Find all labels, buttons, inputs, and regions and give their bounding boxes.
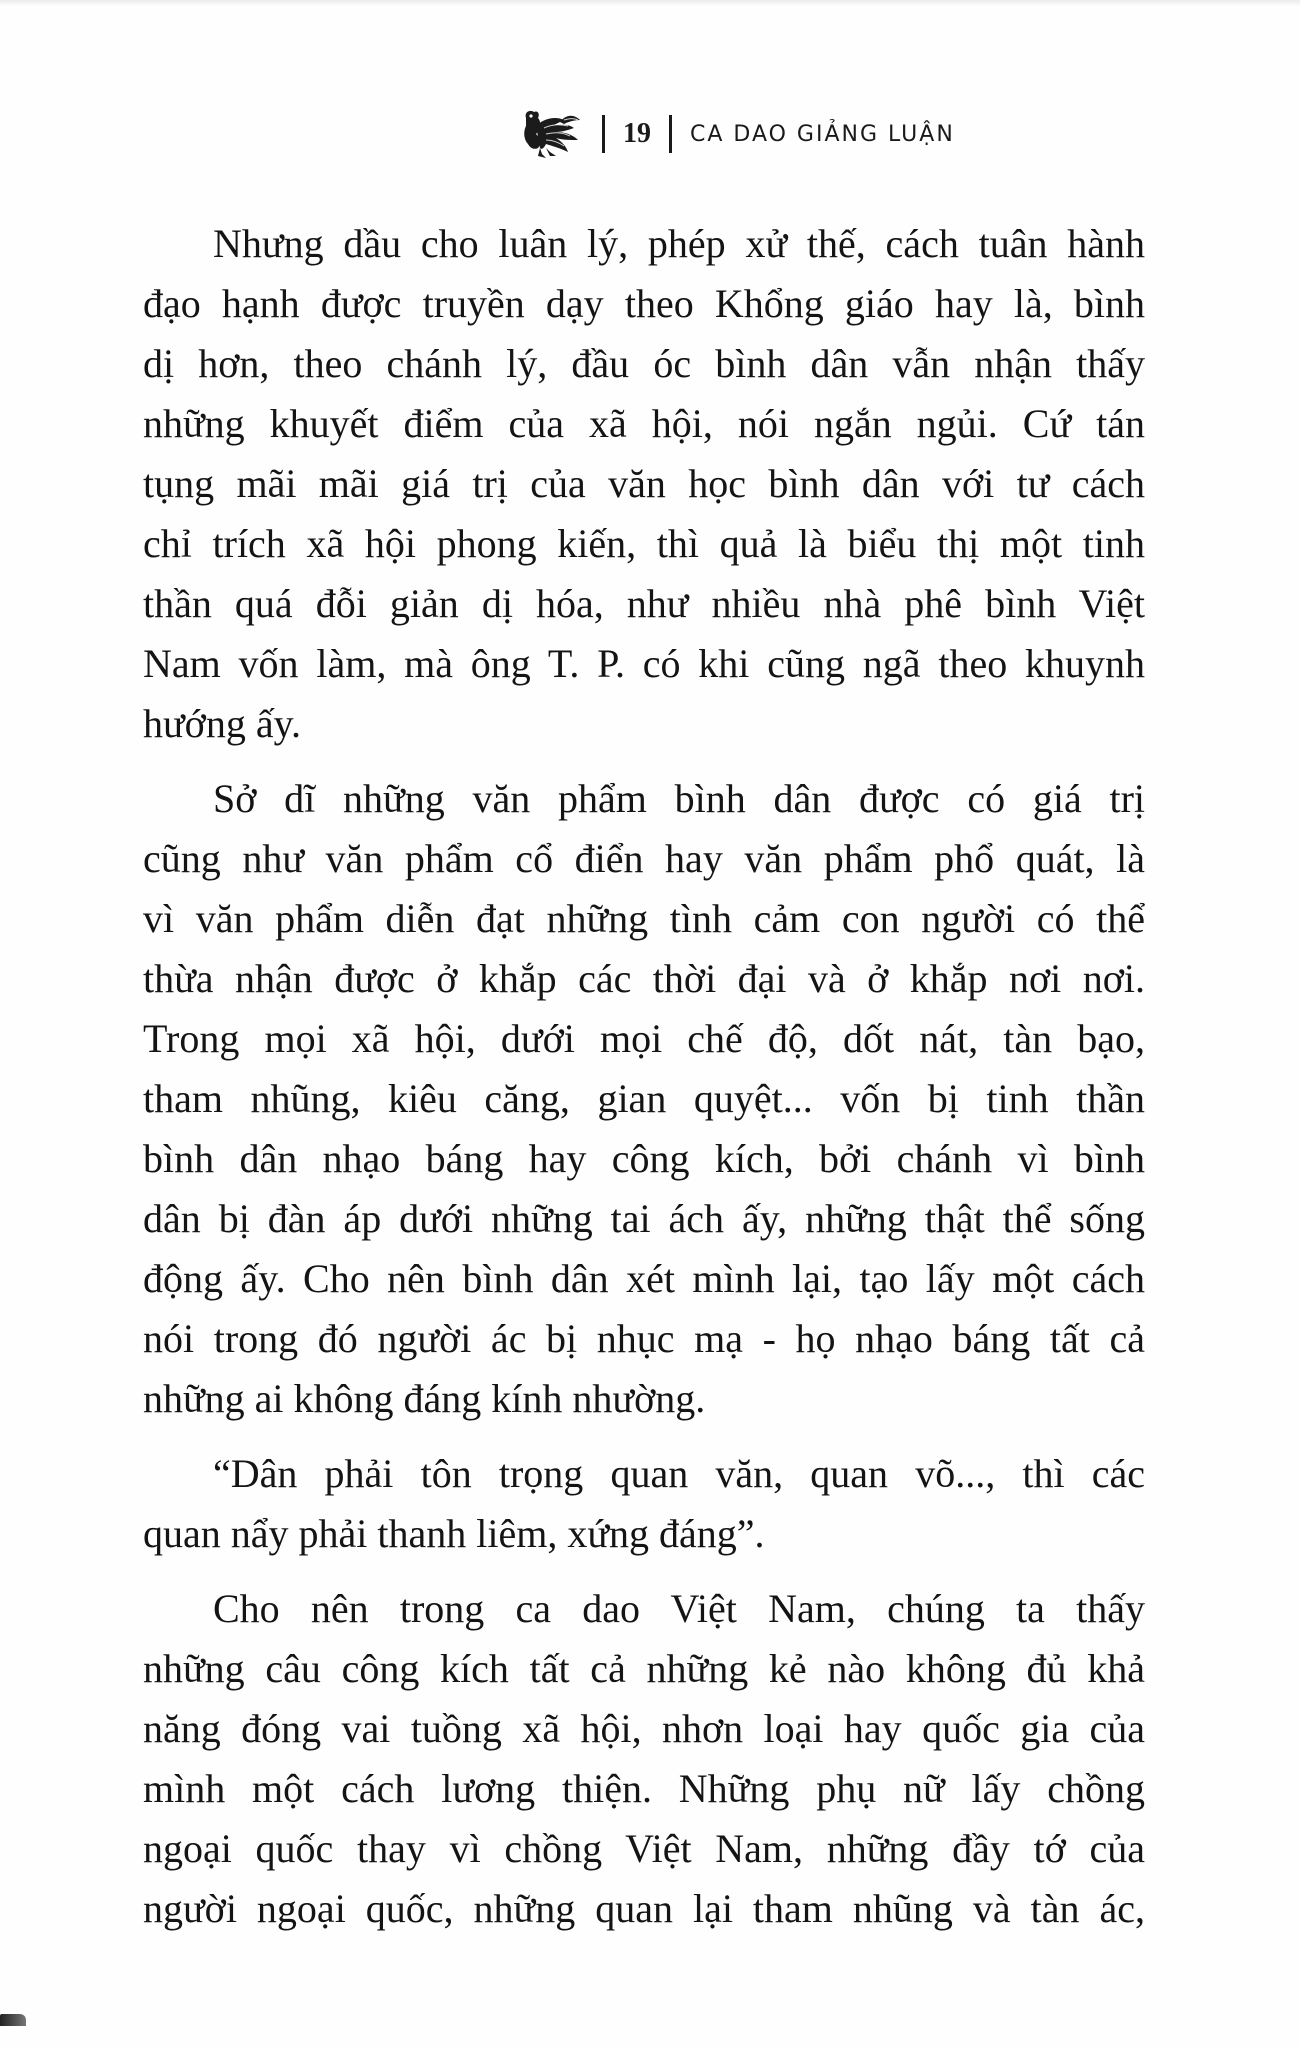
text-line: dị hơn, theo chánh lý, đầu óc bình dân vẫn nhận thấy [143, 341, 1145, 386]
running-title: CA DAO GIẢNG LUẬN [690, 121, 955, 147]
paragraph [143, 769, 1145, 1429]
text-line: vì văn phẩm diễn đạt những tình cảm con người có thể [143, 896, 1145, 941]
text-line: những câu công kích tất cả những kẻ nào không đủ khả [143, 1646, 1145, 1691]
quotation-paragraph [143, 1444, 1145, 1564]
page-top-edge [0, 0, 1300, 6]
text-line: Cho nên trong ca dao Việt Nam, chúng ta thấy [213, 1586, 1145, 1631]
text-line: Nhưng dầu cho luân lý, phép xử thế, cách tuân hành [213, 221, 1145, 266]
header-divider [602, 115, 605, 153]
text-line: bình dân nhạo báng hay công kích, bởi chánh vì bình [143, 1136, 1145, 1181]
text-line: ngoại quốc thay vì chồng Việt Nam, những đầy tớ của [143, 1826, 1145, 1871]
page-number: 19 [623, 118, 651, 149]
text-line: cũng như văn phẩm cổ điển hay văn phẩm phổ quát, là [143, 836, 1145, 881]
text-line: mình một cách lương thiện. Những phụ nữ lấy chồng [143, 1766, 1145, 1811]
text-line: Nam vốn làm, mà ông T. P. có khi cũng ngã theo khuynh [143, 641, 1145, 686]
running-header [520, 106, 955, 162]
text-line: đạo hạnh được truyền dạy theo Khổng giáo hay là, bình [143, 281, 1145, 326]
text-line: nói trong đó người ác bị nhục mạ - họ nhạo báng tất cả [143, 1316, 1145, 1361]
text-line: người ngoại quốc, những quan lại tham nhũng và tàn ác, [143, 1886, 1145, 1931]
text-line: hướng ấy. [143, 701, 301, 746]
paragraph [143, 1579, 1145, 1939]
text-line: những khuyết điểm của xã hội, nói ngắn ngủi. Cứ tán [143, 401, 1145, 446]
text-line: quan nẩy phải thanh liêm, xứng đáng”. [143, 1511, 765, 1556]
text-line: thừa nhận được ở khắp các thời đại và ở khắp nơi nơi. [143, 956, 1145, 1001]
text-line: động ấy. Cho nên bình dân xét mình lại, tạo lấy một cách [143, 1256, 1145, 1301]
text-line: thần quá đỗi giản dị hóa, như nhiều nhà phê bình Việt [143, 581, 1145, 626]
text-line: chỉ trích xã hội phong kiến, thì quả là biểu thị một tinh [143, 521, 1145, 566]
text-line: năng đóng vai tuồng xã hội, nhơn loại hay quốc gia của [143, 1706, 1145, 1751]
paragraph [143, 214, 1145, 754]
page-corner-shadow [0, 2014, 26, 2026]
header-divider [669, 115, 672, 153]
text-line: Trong mọi xã hội, dưới mọi chế độ, dốt nát, tàn bạo, [143, 1016, 1145, 1061]
text-line: tụng mãi mãi giá trị của văn học bình dân với tư cách [143, 461, 1145, 506]
text-line: tham nhũng, kiêu căng, gian quyệt... vốn bị tinh thần [143, 1076, 1145, 1121]
body-text [143, 214, 1145, 1954]
text-line: Sở dĩ những văn phẩm bình dân được có giá trị [213, 776, 1145, 821]
text-line: “Dân phải tôn trọng quan văn, quan võ..., thì các [213, 1451, 1145, 1496]
rooster-icon [520, 108, 584, 160]
text-line: dân bị đàn áp dưới những tai ách ấy, những thật thể sống [143, 1196, 1145, 1241]
text-line: những ai không đáng kính nhường. [143, 1376, 706, 1421]
